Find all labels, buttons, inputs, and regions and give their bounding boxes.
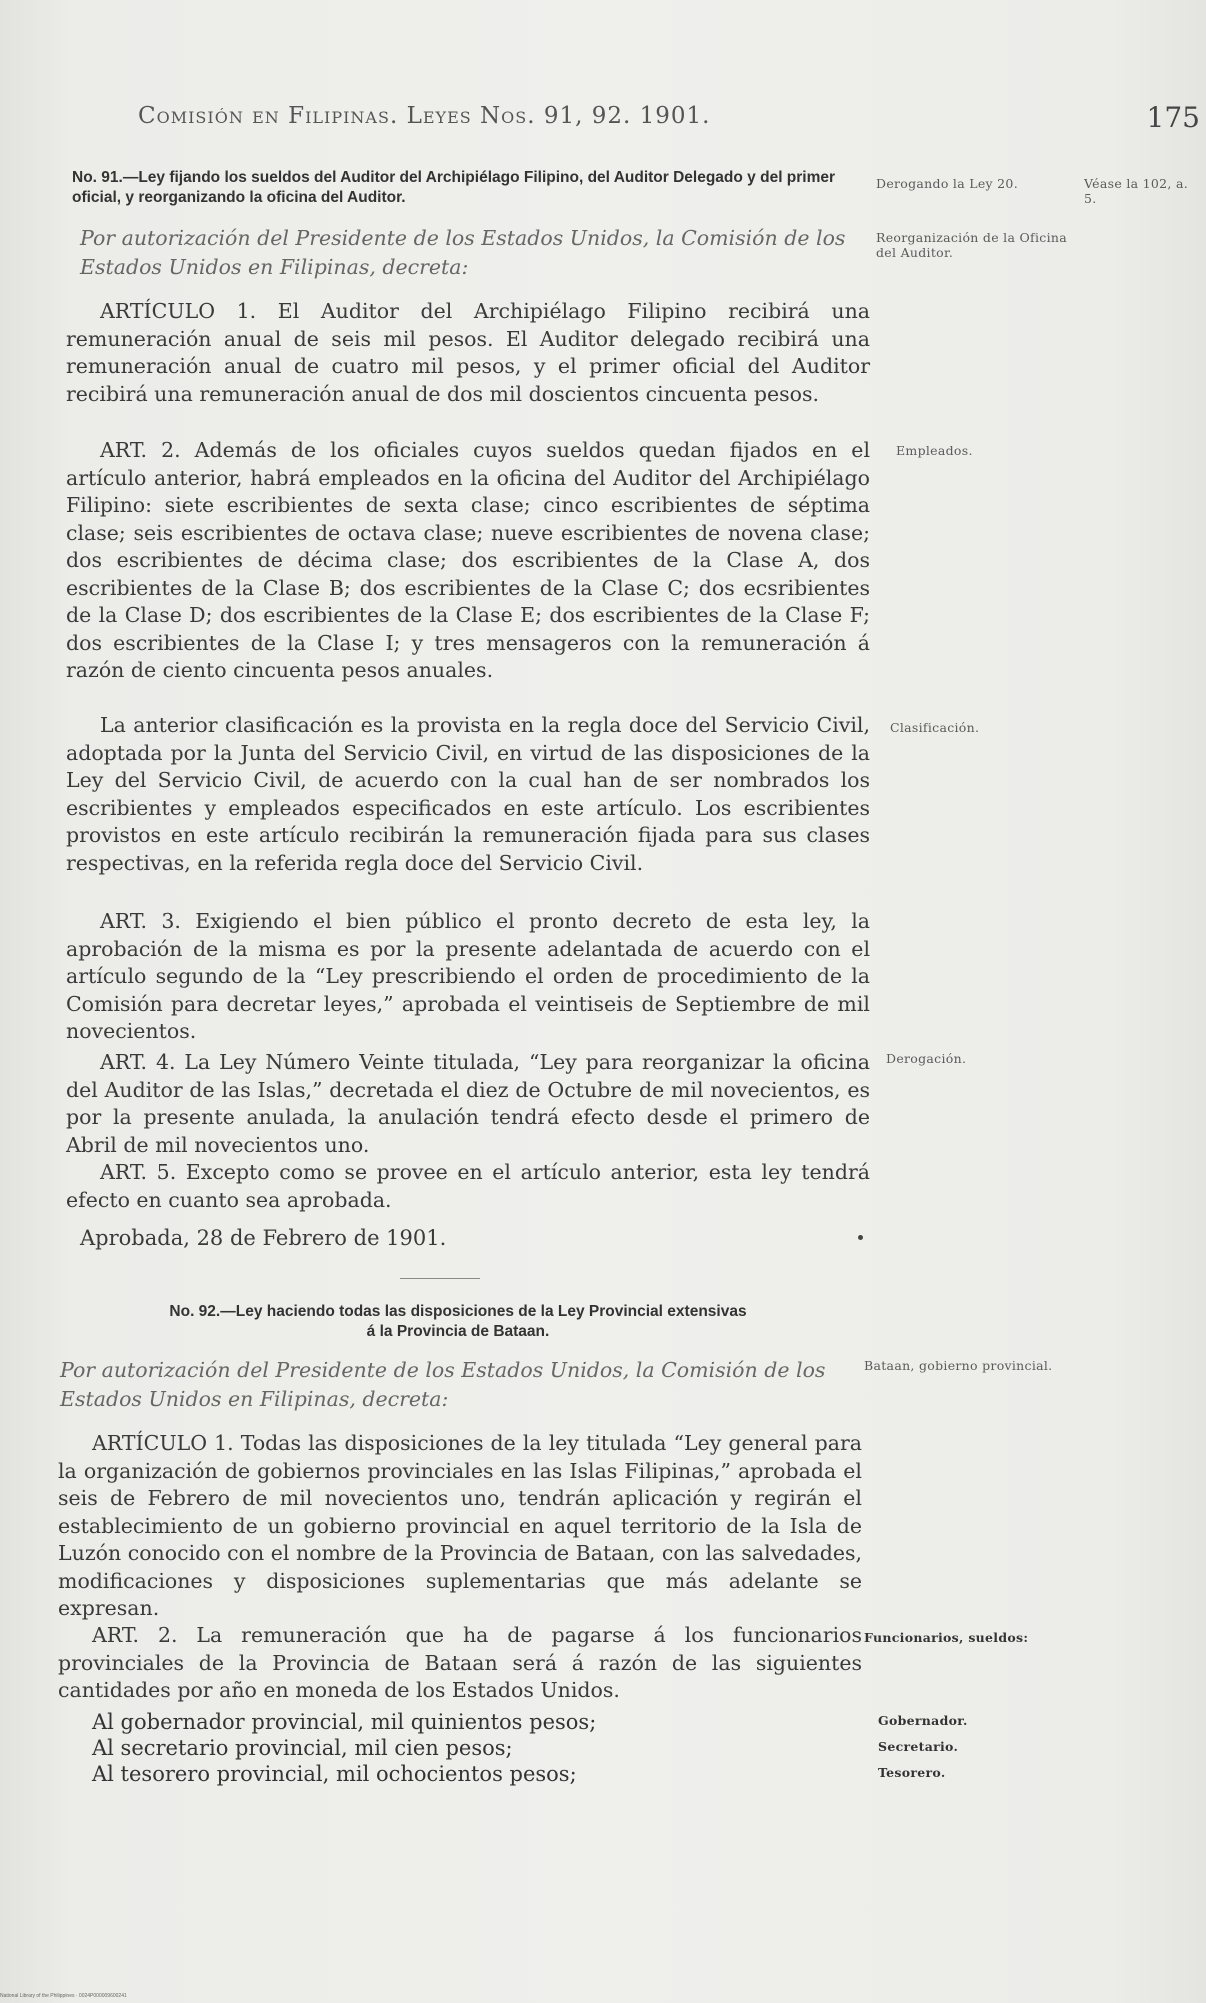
margin-note-empleados: Empleados. [896, 443, 973, 458]
law-92-article-2: ART. 2. La remuneración que ha de pagarse á los funcionarios provinciales de la Provincia de Bataan será á razón de las siguientes cantidades por año en moneda de los Estados Unidos. [58, 1623, 862, 1702]
margin-note-derogando: Derogando la Ley 20. [876, 176, 1018, 191]
page-header [120, 103, 1200, 143]
law-91-article-4: ART. 4. La Ley Número Veinte titulada, “Ley para reorganizar la oficina del Auditor de las Islas,” decretada el diez de Octubre de mil novecientos, es por la presente anulada, la anulación tendrá efecto desde el primero de Abril de mil novecientos uno. [66, 1050, 870, 1157]
section-separator [400, 1278, 480, 1279]
law-92-article-1: ARTÍCULO 1. Todas las disposiciones de la ley titulada “Ley general para la organización de gobiernos provinciales en las Islas Filipinas,” aprobada el seis de Febrero de mil novecientos uno, tendrán aplicación y regirán el establecimiento de un gobierno provincial en aquel territorio de la Isla de Luzón conocido con el nombre de la Provincia de Bataan, con las salvedades, modificaciones y disposiciones suplementarias que más adelante se expresan. [58, 1431, 862, 1620]
margin-note-derogacion: Derogación. [886, 1051, 967, 1066]
law-91-article-1: ARTÍCULO 1. El Auditor del Archipiélago Filipino recibirá una remuneración anual de seis mil pesos. El Auditor delegado recibirá una remuneración anual de cuatro mil pesos, y el primer oficial del Auditor recibirá una remuneración anual de dos mil doscientos cincuenta pesos. [66, 299, 870, 406]
law-91-title: No. 91.—Ley fijando los sueldos del Auditor del Archipiélago Filipino, del Auditor Delegado y del primer oficial, y reorganizando la oficina del Auditor. [72, 169, 836, 206]
margin-note-gobernador: Gobernador. [878, 1713, 968, 1728]
page-number: 175 [1146, 101, 1200, 134]
margin-note-tesorero: Tesorero. [878, 1765, 946, 1780]
law-92-item-gobernador: Al gobernador provincial, mil quinientos pesos; [92, 1710, 597, 1734]
margin-note-reorganizacion: Reorganización de la Oficina del Auditor. [876, 230, 1067, 260]
ink-dot [858, 1235, 863, 1240]
law-91-decree: Por autorización del Presidente de los Estados Unidos, la Comisión de los Estados Unidos en Filipinas, decreta: [80, 226, 846, 279]
law-91-article-2-classification: La anterior clasificación es la provista en la regla doce del Servicio Civil, adoptada por la Junta del Servicio Civil, en virtud de las disposiciones de la Ley del Servicio Civil, de acuerdo con la cual han de ser nombrados los escribientes y empleados especificados en este artículo. Los escribientes provistos en este artículo recibirán la remuneración fijada para sus clases respectivas, en la referida regla doce del Servicio Civil. [66, 713, 870, 875]
margin-note-bataan: Bataan, gobierno provincial. [864, 1358, 1053, 1373]
law-92-item-tesorero: Al tesorero provincial, mil ochocientos pesos; [92, 1762, 577, 1786]
running-head: Comisión en Filipinas. Leyes Nos. 91, 92. 1901. [138, 103, 711, 129]
law-92-item-secretario: Al secretario provincial, mil cien pesos; [92, 1736, 513, 1760]
margin-note-vease: Véase la 102, a. 5. [1084, 176, 1188, 206]
law-92-title-line-2: á la Provincia de Bataan. [366, 1323, 550, 1340]
law-91-article-2: ART. 2. Además de los oficiales cuyos sueldos quedan fijados en el artículo anterior, habrá empleados en la oficina del Auditor del Archipiélago Filipino: siete escribientes de sexta clase; cinco escribientes de séptima clase; seis escribientes de octava clase; nueve escribientes de novena clase; dos escribientes de décima clase; dos escribientes de la Clase A, dos escribientes de la Clase B; dos escribientes de la Clase C; dos ecsribientes de la Clase D; dos escribientes de la Clase E; dos escribientes de la Clase F; dos escribientes de la Clase I; y tres mensageros con la remuneración á razón de ciento cincuenta pesos anuales. [66, 438, 870, 682]
law-91-article-5: ART. 5. Excepto como se provee en el artículo anterior, esta ley tendrá efecto en cuanto sea aprobada. [66, 1160, 870, 1212]
scan-credit: National Library of the Philippines · 0024P000009600241 [0, 1993, 127, 1999]
law-92-title-line-1: No. 92.—Ley haciendo todas las disposiciones de la Ley Provincial extensivas [169, 1303, 747, 1320]
law-91-article-3: ART. 3. Exigiendo el bien público el pronto decreto de esta ley, la aprobación de la misma es por la presente adelantada de acuerdo con el artículo segundo de la “Ley prescribiendo el orden de procedimiento de la Comisión para decretar leyes,” aprobada el veintiseis de Septiembre de mil novecientos. [66, 909, 870, 1043]
margin-note-funcionarios: Funcionarios, sueldos: [864, 1630, 1029, 1645]
margin-note-clasificacion: Clasificación. [890, 720, 980, 735]
law-91-approved: Aprobada, 28 de Febrero de 1901. [80, 1226, 447, 1250]
law-92-decree: Por autorización del Presidente de los Estados Unidos, la Comisión de los Estados Unidos en Filipinas, decreta: [60, 1358, 826, 1411]
margin-note-secretario: Secretario. [878, 1739, 959, 1754]
